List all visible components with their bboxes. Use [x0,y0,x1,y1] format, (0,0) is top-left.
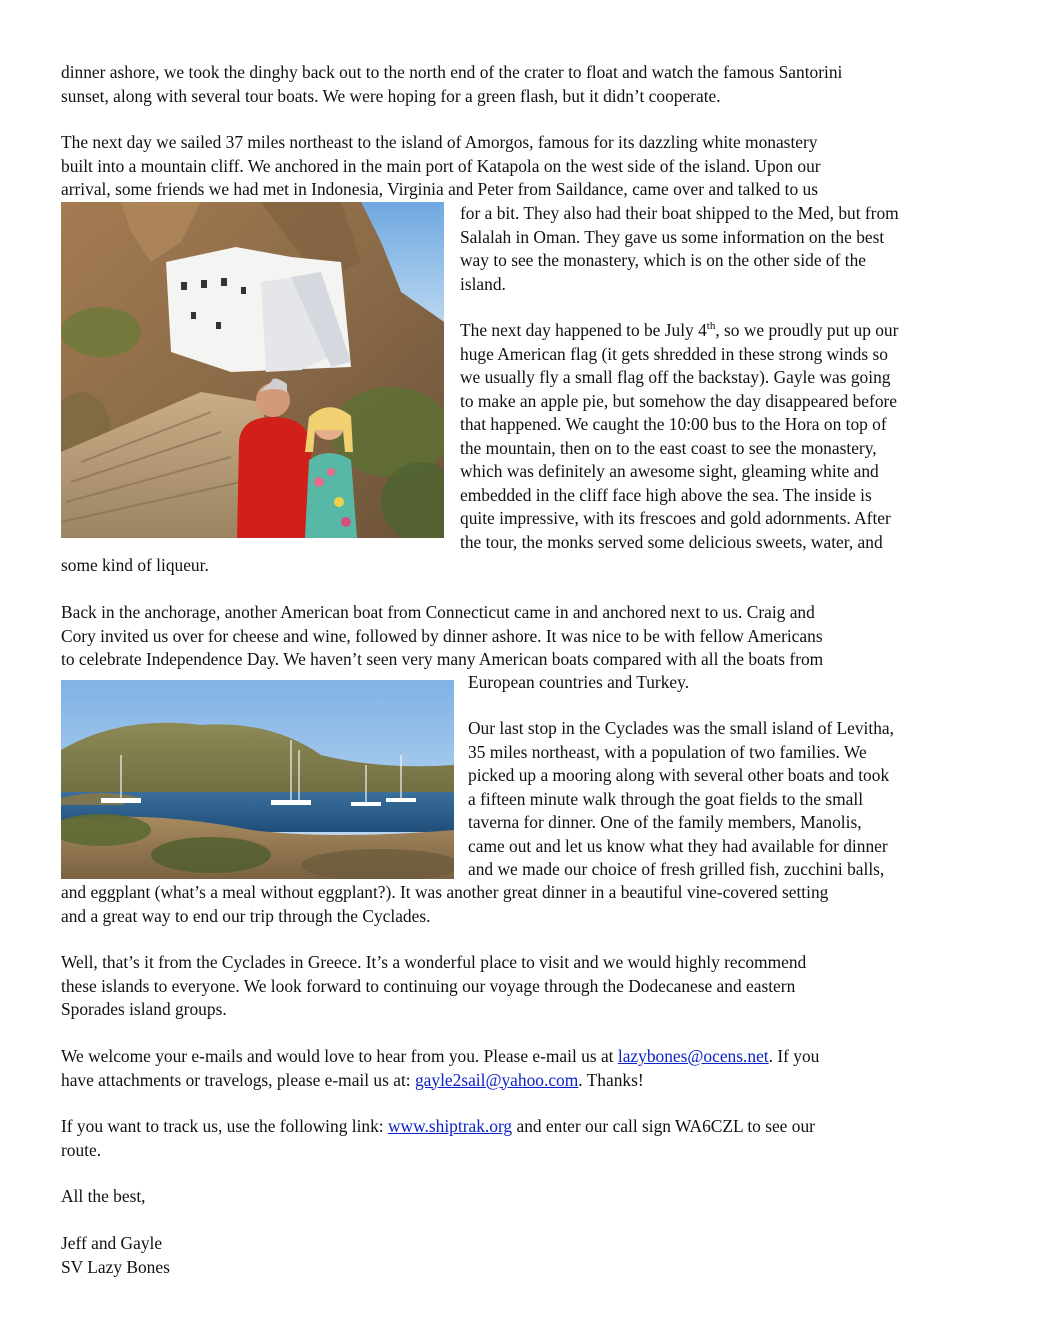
email-link-lazybones[interactable]: lazybones@ocens.net [617,1046,769,1066]
paragraph-independence-day [61,601,976,672]
text-line: arrival, some friends we had met in Indonesia, Virginia and Peter from Saildance, came over and talked to us [61,179,818,199]
paragraph-santorini-sunset [61,61,976,108]
paragraph-amorgos-continued [460,202,980,296]
text-line [460,319,980,343]
paragraph-july-fourth [460,319,980,554]
paragraph-cyclades-summary [61,951,976,1022]
text-line: Sporades island groups. [61,999,227,1019]
text-line: to make an apple pie, but somehow the day disappeared before [460,390,898,411]
text-line: for a bit. They also had their boat shipped to the Med, but from [460,203,899,223]
shiptrak-link[interactable]: www.shiptrak.org [387,1116,513,1136]
text-line: these islands to everyone. We look forward to continuing our voyage through the Dodecanese and eastern [61,975,796,996]
text-line: taverna for dinner. One of the family members, Manolis, [468,812,862,832]
text-line: dinner ashore, we took the dinghy back out to the north end of the crater to float and watch the famous Santorini [61,62,843,82]
signature-names: Jeff and Gayle [61,1233,163,1253]
text-line: quite impressive, with its frescoes and gold adornments. After [460,508,891,528]
paragraph-tracking [61,1115,976,1162]
text-line: European countries and Turkey. [468,672,690,692]
levitha-bay-photo [61,680,454,879]
superscript-ordinal: th [706,320,716,333]
text-line [61,1115,976,1139]
text-line: embedded in the cliff face high above the sea. The inside is [460,484,872,505]
text-line: 35 miles northeast, with a population of two families. We [468,741,867,762]
text-line: huge American flag (it gets shredded in these strong winds so [460,343,888,364]
text-line: we usually fly a small flag off the backstay). Gayle was going [460,367,891,387]
text-line: which was definitely an awesome sight, gleaming white and [460,461,879,481]
text-line: sunset, along with several tour boats. We were hoping for a green flash, but it didn’t cooperate. [61,85,721,106]
text-line [61,1045,976,1069]
text-line: picked up a mooring along with several other boats and took [468,765,890,785]
text-line [61,1069,976,1093]
text-fragment: , so we proudly put up our [715,320,899,340]
paragraph-levitha-end [61,881,976,928]
text-fragment: . Thanks! [578,1069,644,1090]
text-fragment: and enter our call sign WA6CZL to see our [512,1116,815,1136]
text-line: Cory invited us over for cheese and wine, followed by dinner ashore. It was nice to be with fellow Americans [61,625,823,646]
monastery-photo [61,202,444,538]
text-line: that happened. We caught the 10:00 bus to the Hora on top of [460,414,887,434]
text-line: and a great way to end our trip through the Cyclades. [61,905,431,926]
closing-line [61,1185,976,1209]
paragraph-contact-emails [61,1045,976,1092]
text-fragment: . If you [768,1046,820,1066]
text-line: route. [61,1139,102,1160]
paragraph-levitha [468,717,980,882]
paragraph-amorgos [61,131,976,202]
text-line: The next day we sailed 37 miles northeast to the island of Amorgos, famous for its dazzling white monastery [61,132,818,152]
email-link-gayle2sail[interactable]: gayle2sail@yahoo.com [414,1069,579,1090]
text-line: the mountain, then on to the east coast to see the monastery, [460,437,877,458]
closing-text: All the best, [61,1186,146,1206]
text-line: Our last stop in the Cyclades was the small island of Levitha, [468,718,894,738]
text-line: way to see the monastery, which is on the other side of the [460,250,866,270]
signature [61,1232,976,1279]
text-line: some kind of liqueur. [61,555,209,575]
text-line: Well, that’s it from the Cyclades in Greece. It’s a wonderful place to visit and we would highly recommend [61,952,807,972]
text-fragment: The next day happened to be July 4 [460,320,707,340]
text-fragment: If you want to track us, use the following link: [61,1116,388,1136]
paragraph-july-fourth-end [61,554,976,578]
text-line: island. [460,273,506,294]
text-line: a fifteen minute walk through the goat fields to the small [468,788,864,809]
text-line: and eggplant (what’s a meal without eggplant?). It was another great dinner in a beautiful vine-covered setting [61,882,829,902]
text-line: and we made our choice of fresh grilled fish, zucchini balls, [468,859,885,879]
text-line: built into a mountain cliff. We anchored in the main port of Katapola on the west side of the island. Upon our [61,155,821,176]
text-fragment: We welcome your e-mails and would love to hear from you. Please e-mail us at [61,1046,618,1066]
text-fragment: have attachments or travelogs, please e-mail us at: [61,1069,415,1090]
text-line: came out and let us know what they had available for dinner [468,835,888,856]
signature-boat: SV Lazy Bones [61,1256,170,1277]
text-line: Salalah in Oman. They gave us some information on the best [460,226,885,247]
text-line: Back in the anchorage, another American boat from Connecticut came in and anchored next to us. Craig and [61,602,815,622]
text-line: the tour, the monks served some delicious sweets, water, and [460,531,883,552]
paragraph-independence-day-end [468,671,980,695]
text-line: to celebrate Independence Day. We haven’t seen very many American boats compared with all the boats from [61,649,824,669]
